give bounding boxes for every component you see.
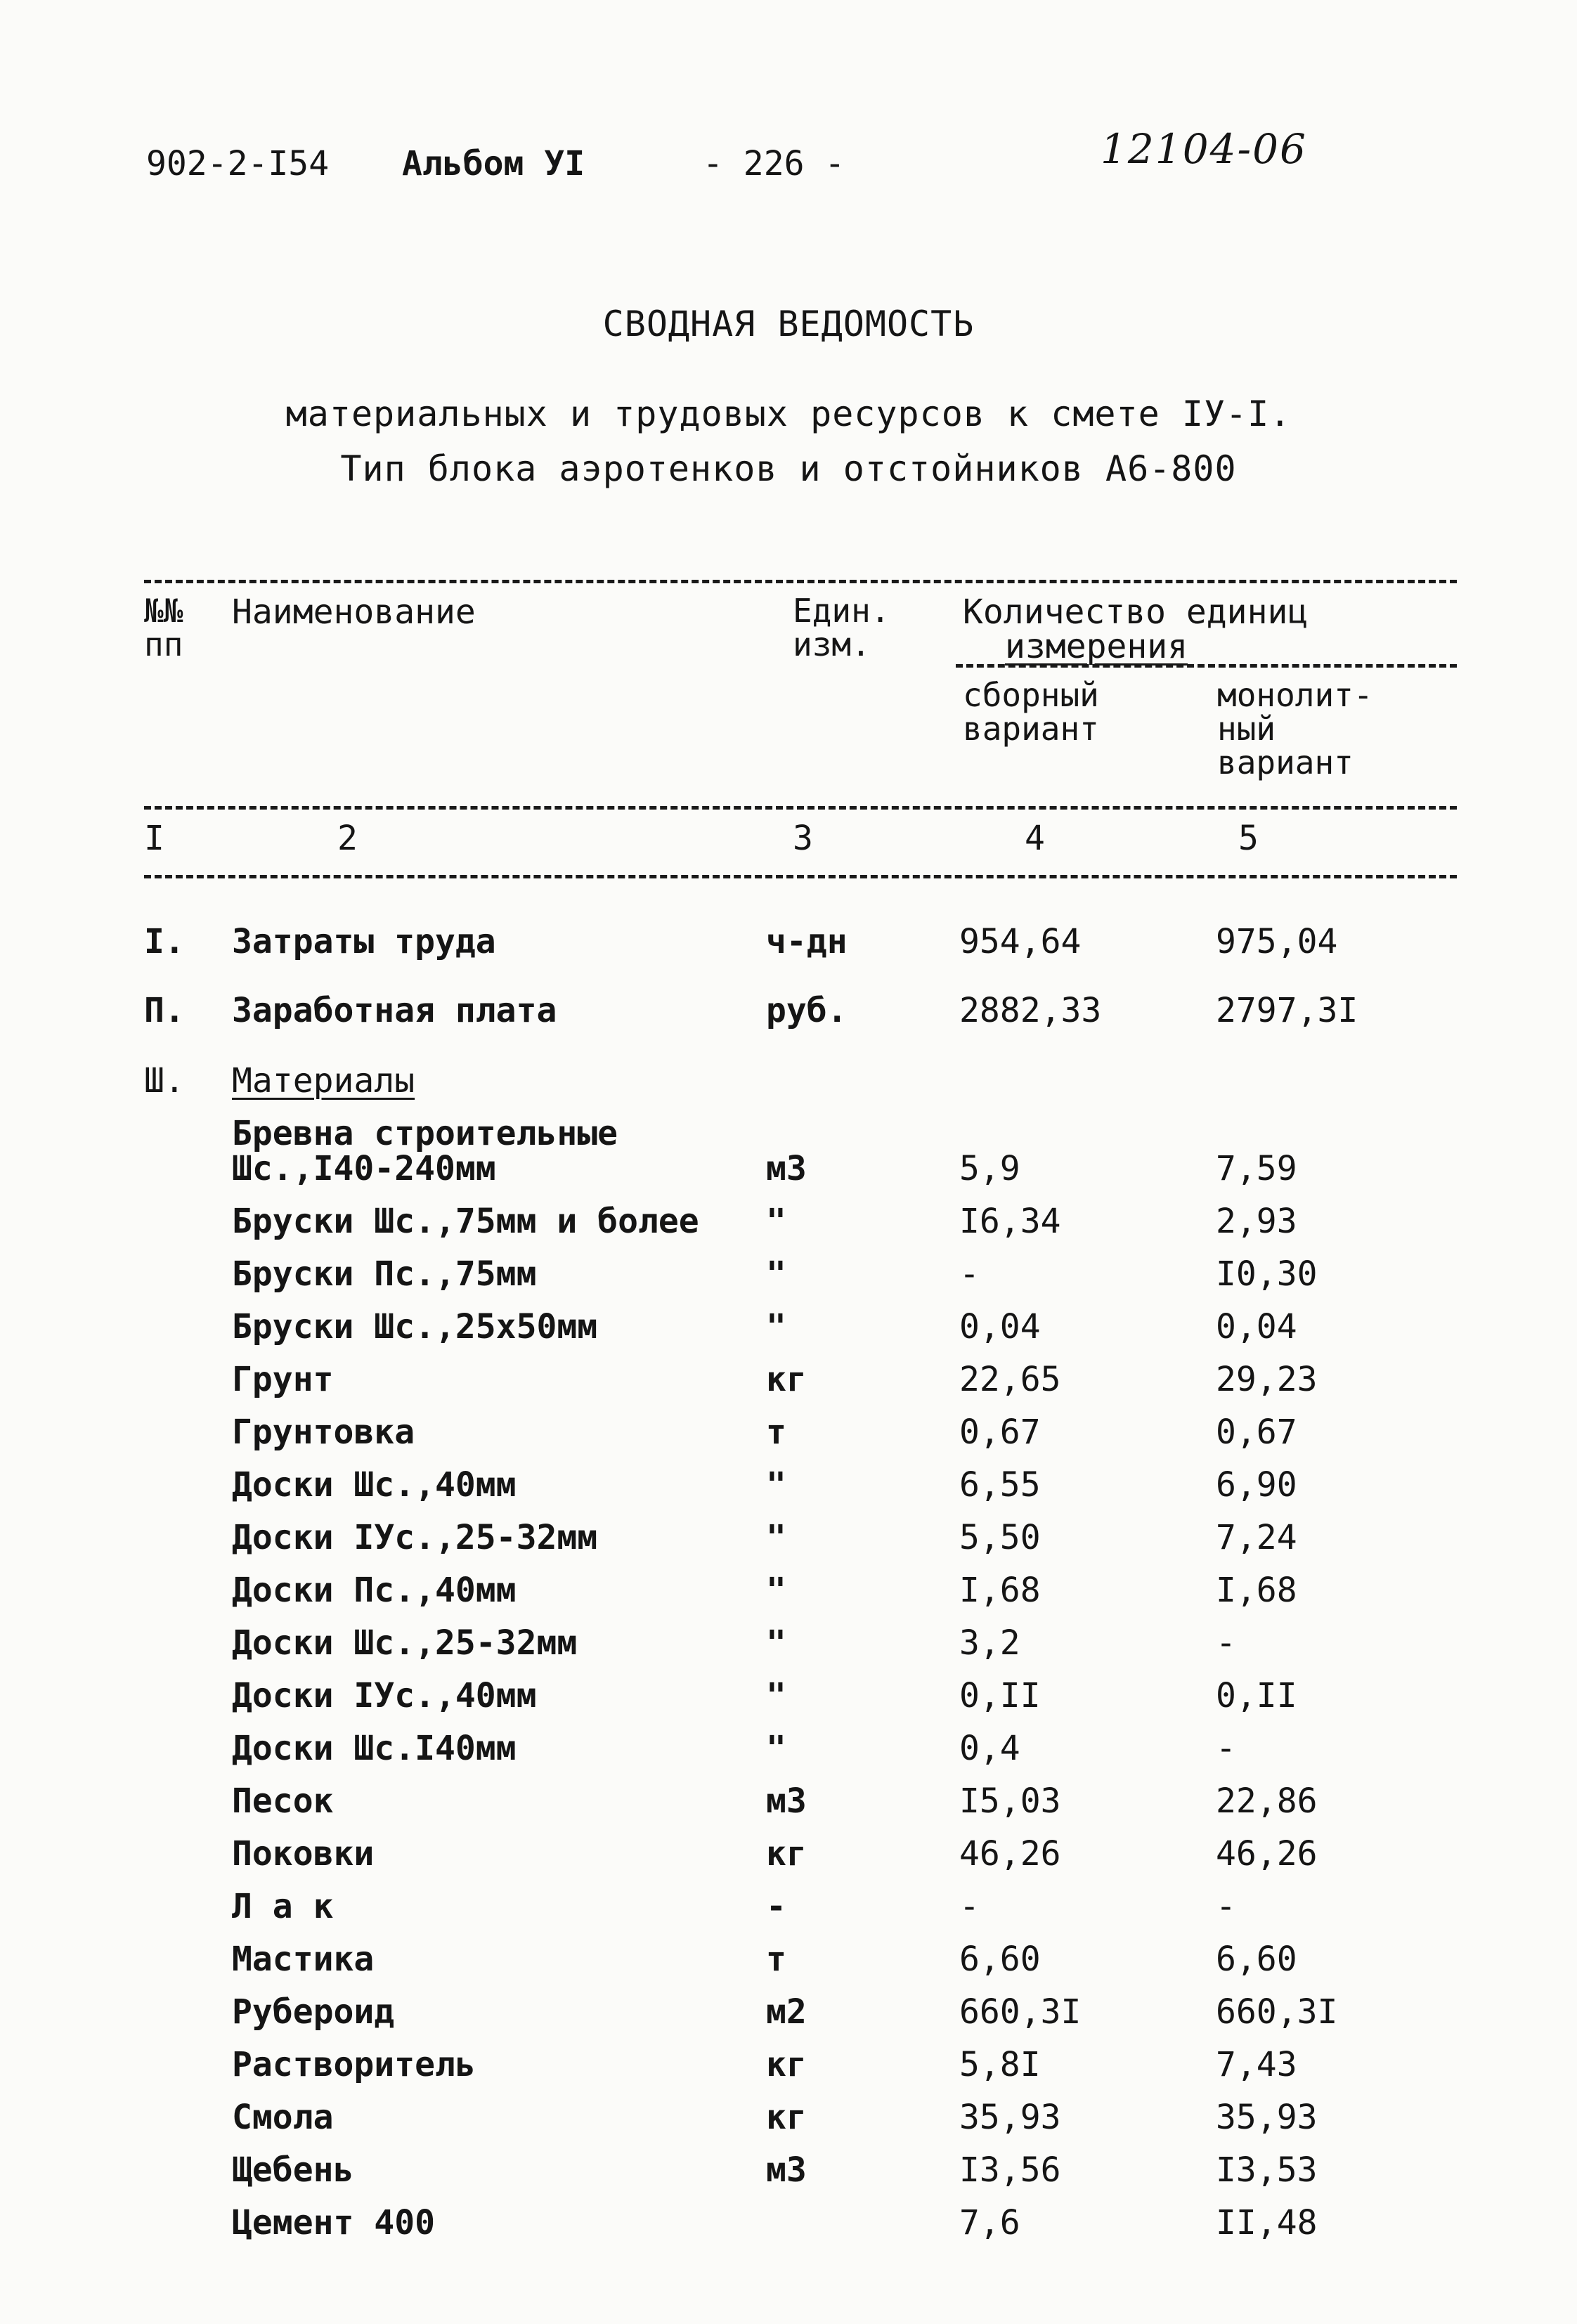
material-unit: " (766, 1571, 786, 1610)
material-v2: I,68 (1216, 1571, 1297, 1610)
material-name: Доски Шс.I40мм (232, 1729, 517, 1768)
row-materials-num: Ш. (144, 1061, 185, 1101)
material-v1: I,68 (959, 1571, 1041, 1610)
material-unit: - (766, 1887, 786, 1926)
material-v2: - (1216, 1729, 1236, 1768)
material-unit: м2 (766, 1992, 807, 2032)
header-qty-units: измерения (1005, 627, 1188, 666)
material-v1: 3,2 (959, 1623, 1020, 1663)
row-salary-v2: 2797,3I (1216, 991, 1358, 1030)
header-num: №№ пп (144, 592, 183, 663)
material-name: Цемент 400 (232, 2203, 435, 2242)
col-number-5: 5 (1238, 819, 1259, 858)
material-unit: м3 (766, 2150, 807, 2190)
material-v1: I5,03 (959, 1781, 1061, 1821)
material-v2: 660,3I (1216, 1992, 1338, 2032)
material-v1: 35,93 (959, 2098, 1061, 2137)
material-v1: 660,3I (959, 1992, 1082, 2032)
material-v2: 7,24 (1216, 1518, 1297, 1557)
material-v1: I3,56 (959, 2150, 1061, 2190)
material-unit: кг (766, 1834, 807, 1874)
row-labor-name: Затраты труда (232, 922, 496, 961)
material-name: Доски IУс.,25-32мм (232, 1518, 598, 1557)
material-v2: 29,23 (1216, 1360, 1318, 1399)
material-v1: - (959, 1887, 980, 1926)
album-label: Альбом УI (402, 144, 585, 183)
material-unit: кг (766, 1360, 807, 1399)
material-unit: м3 (766, 1149, 807, 1188)
material-unit: " (766, 1729, 786, 1768)
material-unit: " (766, 1202, 786, 1241)
table-top-rule (144, 580, 1457, 583)
page-number: - 226 - (703, 144, 845, 183)
material-v1: 46,26 (959, 1834, 1061, 1874)
row-labor-num: I. (144, 922, 185, 961)
material-v1: I6,34 (959, 1202, 1061, 1241)
material-unit: кг (766, 2098, 807, 2137)
material-v2: 35,93 (1216, 2098, 1318, 2137)
material-name: Шс.,I40-240мм (232, 1149, 496, 1188)
material-unit: " (766, 1307, 786, 1346)
row-labor-v1: 954,64 (959, 922, 1082, 961)
col-number-4: 4 (1025, 819, 1045, 858)
material-unit: м3 (766, 1781, 807, 1821)
material-name: Растворитель (232, 2045, 476, 2084)
material-v2: 22,86 (1216, 1781, 1318, 1821)
material-name: Доски Пс.,40мм (232, 1571, 517, 1610)
material-name: Мастика (232, 1940, 375, 1979)
material-unit: т (766, 1940, 786, 1979)
material-name: Доски Шс.,40мм (232, 1465, 517, 1505)
row-salary-name: Заработная плата (232, 991, 557, 1030)
material-name: Грунтовка (232, 1413, 415, 1452)
material-name: Бруски Шс.,75мм и более (232, 1202, 699, 1241)
material-name: Л а к (232, 1887, 334, 1926)
header-name: Наименование (232, 592, 476, 632)
col-number-2: 2 (337, 819, 358, 858)
material-name: Рубероид (232, 1992, 395, 2032)
material-unit: т (766, 1413, 786, 1452)
col-number-1: I (144, 819, 164, 858)
material-name: Доски Шс.,25-32мм (232, 1623, 578, 1663)
material-name: Бревна строительные (232, 1114, 618, 1153)
material-name: Песок (232, 1781, 334, 1821)
row-materials-label: Материалы (232, 1061, 415, 1101)
header-col5: монолит- ный вариант (1217, 676, 1373, 781)
material-v2: 0,II (1216, 1676, 1297, 1715)
row-labor-unit: ч-дн (766, 922, 848, 961)
material-unit: " (766, 1623, 786, 1663)
document-code: 902-2-I54 (146, 144, 330, 183)
document-subtitle-2: Тип блока аэротенков и отстойников А6-800 (340, 448, 1237, 489)
material-v2: 0,04 (1216, 1307, 1297, 1346)
row-salary-unit: руб. (766, 991, 848, 1030)
material-v2: - (1216, 1887, 1236, 1926)
material-unit: кг (766, 2045, 807, 2084)
material-v1: 5,50 (959, 1518, 1041, 1557)
row-salary-num: П. (144, 991, 185, 1030)
material-v1: 0,67 (959, 1413, 1041, 1452)
material-v1: 6,55 (959, 1465, 1041, 1505)
material-v2: 0,67 (1216, 1413, 1297, 1452)
material-v1: 7,6 (959, 2203, 1020, 2242)
material-v2: 6,90 (1216, 1465, 1297, 1505)
material-v2: 7,43 (1216, 2045, 1297, 2084)
material-name: Бруски Шс.,25х50мм (232, 1307, 598, 1346)
material-v1: 0,II (959, 1676, 1041, 1715)
header-bottom-rule (144, 806, 1457, 810)
material-name: Грунт (232, 1360, 334, 1399)
row-labor-v2: 975,04 (1216, 922, 1338, 961)
material-unit: " (766, 1465, 786, 1505)
material-name: Доски IУс.,40мм (232, 1676, 537, 1715)
material-name: Смола (232, 2098, 334, 2137)
column-numbers-rule (144, 875, 1457, 878)
material-name: Поковки (232, 1834, 375, 1874)
material-unit: " (766, 1518, 786, 1557)
header-col4: сборный вариант (963, 676, 1099, 748)
material-v1: - (959, 1254, 980, 1294)
handwritten-number: 12104-06 (1101, 125, 1307, 173)
header-unit: Един. изм. (793, 592, 890, 663)
material-v2: 6,60 (1216, 1940, 1297, 1979)
material-v2: I3,53 (1216, 2150, 1318, 2190)
header-qty: Количество единиц (963, 592, 1309, 632)
material-v1: 5,9 (959, 1149, 1020, 1188)
material-v2: II,48 (1216, 2203, 1318, 2242)
material-v2: 46,26 (1216, 1834, 1318, 1874)
material-v1: 5,8I (959, 2045, 1041, 2084)
material-v2: I0,30 (1216, 1254, 1318, 1294)
document-subtitle-1: материальных и трудовых ресурсов к смете IУ-I. (285, 394, 1292, 434)
material-v2: 2,93 (1216, 1202, 1297, 1241)
document-title: СВОДНАЯ ВЕДОМОСТЬ (602, 304, 975, 344)
material-unit: " (766, 1676, 786, 1715)
material-v2: - (1216, 1623, 1236, 1663)
material-unit: " (766, 1254, 786, 1294)
material-v2: 7,59 (1216, 1149, 1297, 1188)
row-salary-v1: 2882,33 (959, 991, 1102, 1030)
col-number-3: 3 (793, 819, 813, 858)
material-v1: 0,4 (959, 1729, 1020, 1768)
material-name: Бруски Пс.,75мм (232, 1254, 537, 1294)
material-v1: 0,04 (959, 1307, 1041, 1346)
material-v1: 22,65 (959, 1360, 1061, 1399)
material-name: Щебень (232, 2150, 354, 2190)
material-v1: 6,60 (959, 1940, 1041, 1979)
